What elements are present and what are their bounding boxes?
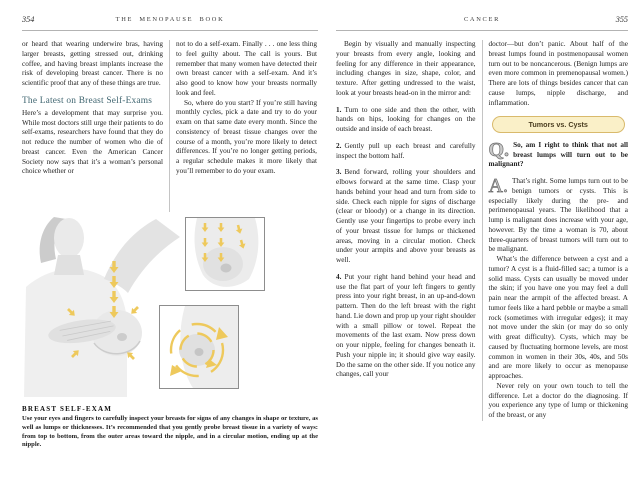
page-355 xyxy=(336,16,628,421)
paragraph: So, where do you start? If you’re still having monthly cycles, pick a date and try to do your exam on that same date every month. Since the consistency of breast tissue changes over the course of a month, you’re more likely to detect differences. If you’re no longer getting periods, a regular schedule makes it more likely that you’ll remember to do your exam. xyxy=(176,98,317,175)
self-exam-figure xyxy=(22,217,318,398)
nipple-shape xyxy=(117,333,127,341)
step-number: 3. xyxy=(336,168,342,177)
breast-shape xyxy=(203,247,243,281)
question-text: So, am I right to think that not all breast lumps will turn out to be malignant? xyxy=(488,140,628,169)
step-number: 1. xyxy=(336,105,342,114)
step-text: Put your right hand behind your head and use the flat part of your left fingers to gently press into your right breast, in an up-and-down pattern. Then do the left breast with the right hand. Lie down and prop up your right shoulder with a small pillow or towel. Repeat the movements of the last exam. Now press down on your nipple, feeling for changes beneath it. Push your nipple in; it should give way easily. Do the same on the other side. If you notice any changes, call your xyxy=(336,272,476,379)
step-text: Bend forward, rolling your shoulders and elbows forward at the same time. Clasp your hands behind your head and turn from side to side. Check each nipple for signs of discharge (clear or bloody) or a change in its direction. Gently use your fingertips to probe every inch of your breast tissue for lumps or thickened areas, moving in a circular motion. Check under your armpits and above your breasts as well. xyxy=(336,168,476,264)
qa-box-title-badge: Tumors vs. Cysts xyxy=(492,116,626,133)
text-columns xyxy=(22,40,318,212)
paragraph: not to do a self-exam. Finally . . . one less thing to feel guilty about. The call is yours. But remember that many women have detected their own breast cancer with a self-exam. And it’s also good to know how your breasts normally look and feel. xyxy=(176,40,317,97)
column-right xyxy=(169,40,317,212)
step-text: Turn to one side and then the other, with hands on hips, looking for changes on the outside and inside of each breast. xyxy=(336,105,476,133)
nipple-shape xyxy=(195,348,204,356)
column-left xyxy=(22,40,163,212)
list-item xyxy=(336,142,476,162)
nipple-shape xyxy=(221,264,232,273)
head-shape xyxy=(54,218,84,258)
qa-question xyxy=(488,138,629,170)
answer-drop-cap: A. xyxy=(488,175,508,197)
paragraph: Begin by visually and manually inspecting your breasts from every angle, looking and feeling for any difference in their appearance, including changes in size, shape, color, and texture. After getting undressed to the waist, look at your breasts head-on in the mirror and: xyxy=(336,40,476,97)
page-354 xyxy=(22,16,318,450)
page-header-left xyxy=(22,16,318,31)
paragraph: Here’s a development that may surprise you. While most doctors still urge their patients to do self-exams, researchers have found that they do not reduce the number of women who die of breast cancer. Even the American Cancer Society now says that it’s a woman’s personal choice whether or xyxy=(22,108,163,176)
step-number: 4. xyxy=(336,272,342,281)
neck-shape xyxy=(54,255,84,275)
section-heading: The Latest on Breast Self-Exams xyxy=(22,95,153,106)
running-head: CANCER xyxy=(463,16,501,23)
figure-caption-text: Use your eyes and fingers to carefully inspect your breasts for signs of any changes in shape or texture, as well as lumps or thicknesses. It’s recommended that you gently probe breast tissue in a variety of ways: from top to bottom, from the outer areas toward the nipple, and in a circular motion, ending up at the nipple. xyxy=(22,415,318,449)
circular-pattern-inset-figure xyxy=(159,305,239,389)
column-left xyxy=(336,40,476,421)
vertical-pattern-inset-figure xyxy=(185,217,265,291)
figure-caption-title: BREAST SELF-EXAM xyxy=(22,405,113,413)
running-head: THE MENOPAUSE BOOK xyxy=(115,16,225,23)
step-text: Gently pull up each breast and carefully inspect the bottom half. xyxy=(336,141,476,160)
paragraph: Never rely on your own touch to tell the difference. Let a doctor do the diagnosing. If you experience any type of lump or thickening of the breast, or any xyxy=(488,381,628,419)
answer-text: That’s right. Some lumps turn out to be benign tumors or cysts. This is especially likely during the pre- and perimenopausal years. The likelihood that a lump is malignant does increase with your age, however. By the time a woman is 70, about three-quarters of breast tumors will turn out to be malignant. xyxy=(488,177,628,254)
text-columns xyxy=(336,40,628,421)
paragraph: What’s the difference between a cyst and a tumor? A cyst is a fluid-filled sac; a tumor is a solid mass. Cysts can usually be moved under the skin; if you have one you may feel a dull pain near the armpit of the affected breast. A tumor feels like a hard pebble or maybe a small rock (sometimes with irregular edges); it may not move under the skin (or may do so only with great difficulty). Cysts, which may be caused by fluctuating hormone levels, are most common in women in their 30s, 40s, and 50s and are more likely to occur as menopause approaches. xyxy=(488,255,628,380)
question-drop-cap: Q. xyxy=(488,138,510,161)
list-item xyxy=(336,106,476,135)
page-number: 354 xyxy=(22,15,35,24)
paragraph: or heard that wearing underwire bras, having larger breasts, getting stressed out, drinking coffee, and having breast implants increase the risk of developing breast cancer. There is no scientific proof that any of these things are true. xyxy=(22,40,163,87)
column-right xyxy=(482,40,629,421)
list-item xyxy=(336,168,476,266)
page-header-right xyxy=(336,16,628,31)
paragraph: doctor—but don’t panic. About half of the breast lumps found in postmenopausal women turn out to be noncancerous. (Benign lumps are even more common in premenopausal women.) There are lots of things besides cancer that can cause lumps, nipple discharge, and inflammation. xyxy=(488,40,628,107)
page-number: 355 xyxy=(615,15,628,24)
step-number: 2. xyxy=(336,141,342,150)
qa-answer xyxy=(489,177,629,255)
list-item xyxy=(336,273,476,380)
